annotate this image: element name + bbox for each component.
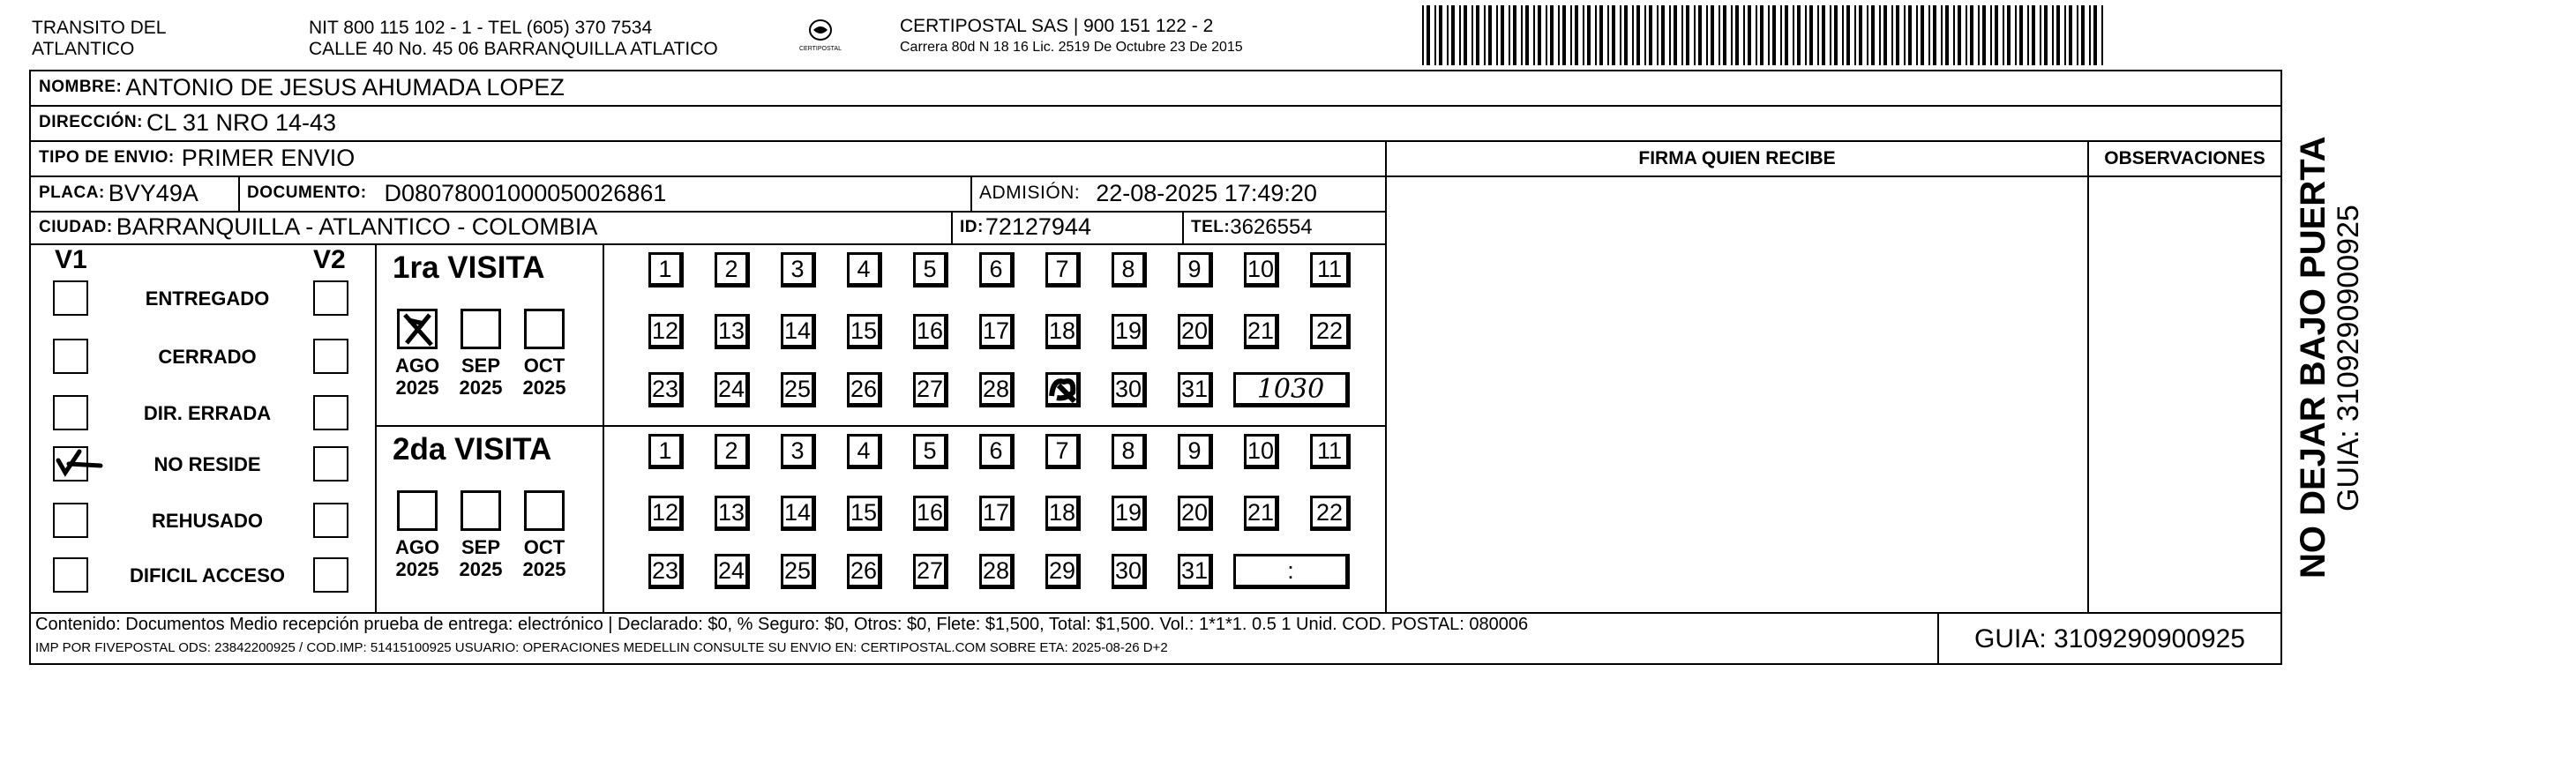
- id-cell: [953, 211, 1182, 243]
- barcode-bar: [1706, 5, 1708, 65]
- barcode-bar: [1657, 5, 1659, 65]
- day-box[interactable]: 2: [715, 252, 750, 287]
- month-checkbox[interactable]: [524, 309, 565, 349]
- status-label: DIFICIL ACCESO: [129, 564, 285, 586]
- day-box[interactable]: 8: [1112, 434, 1147, 469]
- day-box[interactable]: 4: [847, 434, 882, 469]
- admision-label: ADMISIÓN:: [979, 183, 1081, 203]
- day-box[interactable]: 24: [715, 554, 750, 589]
- barcode-bar: [1607, 5, 1609, 65]
- day-box[interactable]: 22: [1310, 496, 1351, 531]
- year-label: 2025: [459, 377, 503, 399]
- barcode-bar: [1488, 5, 1492, 65]
- v2-label: V2: [313, 245, 346, 274]
- barcode-bar: [1817, 5, 1819, 65]
- barcode-bar: [1768, 5, 1770, 65]
- no-dejar-warning: NO DEJAR BAJO PUERTA: [2294, 136, 2333, 579]
- v2-checkbox[interactable]: [313, 557, 348, 593]
- barcode-bar: [2081, 5, 2085, 65]
- placa-label: PLACA:: [39, 183, 105, 202]
- day-box[interactable]: 14: [781, 314, 816, 349]
- barcode-bar: [1978, 5, 1980, 65]
- barcode-bar: [1842, 5, 1844, 65]
- placa-cell: [32, 175, 238, 211]
- day-box[interactable]: 10: [1244, 252, 1279, 287]
- day-box[interactable]: 3: [781, 434, 816, 469]
- day-box[interactable]: 23: [648, 372, 684, 407]
- barcode-bar: [1674, 5, 1677, 65]
- barcode-bar: [1632, 5, 1634, 65]
- barcode-bar: [2032, 5, 2035, 65]
- first-visit-title: 1ra VISITA: [393, 250, 545, 285]
- month-label: OCT: [523, 536, 565, 558]
- v1-checkbox[interactable]: [53, 339, 88, 374]
- month-checkbox[interactable]: [524, 490, 565, 531]
- barcode-bar: [1780, 5, 1782, 65]
- day-box[interactable]: 5: [913, 252, 948, 287]
- barcode-bar: [1793, 5, 1794, 65]
- org-contact: NIT 800 115 102 - 1 - TEL (605) 370 7534 CALLE 40 No. 45 06 BARRANQUILLA ATLATICO: [309, 18, 718, 59]
- day-box[interactable]: 31: [1178, 372, 1213, 407]
- barcode-bar: [1966, 5, 1967, 65]
- barcode-bar: [1933, 5, 1936, 65]
- barcode-bar: [2044, 5, 2048, 65]
- year-label: 2025: [459, 558, 503, 580]
- barcode-bar: [1854, 5, 1856, 65]
- v2-checkbox[interactable]: [313, 446, 348, 482]
- day-box[interactable]: 5: [913, 434, 948, 469]
- day-box[interactable]: 13: [715, 496, 750, 531]
- barcode-bar: [1719, 5, 1720, 65]
- year-label: 2025: [395, 558, 439, 580]
- day-box[interactable]: 4: [847, 252, 882, 287]
- day-box[interactable]: 8: [1112, 252, 1147, 287]
- day-box[interactable]: 18: [1045, 496, 1081, 531]
- barcode-bar: [1723, 5, 1726, 65]
- barcode-bar: [2019, 5, 2023, 65]
- barcode-bar: [1822, 5, 1825, 65]
- day-box[interactable]: 1: [648, 252, 684, 287]
- barcode-bar: [1928, 5, 1930, 65]
- day-box[interactable]: 21: [1244, 496, 1279, 531]
- month-label: OCT: [523, 355, 565, 377]
- row-nombre: [32, 70, 1355, 105]
- tel-value: 3626554: [1230, 214, 1313, 239]
- ciudad-cell: [32, 211, 949, 243]
- v1-checkbox[interactable]: [53, 446, 88, 482]
- barcode-bar: [1427, 5, 1430, 65]
- day-box[interactable]: 21: [1244, 314, 1279, 349]
- day-box[interactable]: [1045, 372, 1081, 407]
- barcode-bar: [1434, 5, 1436, 65]
- barcode-bar: [2093, 5, 2097, 65]
- month-label: AGO: [394, 355, 440, 377]
- barcode-bar: [1583, 5, 1584, 65]
- row-direccion: [32, 105, 1355, 140]
- barcode-bar: [1620, 5, 1621, 65]
- barcode-bar: [2077, 5, 2078, 65]
- barcode-bar: [1809, 5, 1813, 65]
- v1-checkbox[interactable]: [53, 280, 88, 316]
- barcode-bar: [1797, 5, 1801, 65]
- guia-box: GUIA: 3109290900925: [1974, 624, 2245, 653]
- barcode-bar: [1772, 5, 1776, 65]
- barcode-bar: [1958, 5, 1961, 65]
- day-box[interactable]: 12: [648, 496, 684, 531]
- barcode-bar: [1533, 5, 1535, 65]
- barcode-bar: [1570, 5, 1572, 65]
- direccion-label: DIRECCIÓN:: [39, 113, 143, 131]
- day-box[interactable]: 28: [979, 372, 1015, 407]
- day-box[interactable]: 27: [913, 372, 948, 407]
- certipostal-logo: CERTIPOSTAL: [794, 16, 847, 60]
- day-box[interactable]: 26: [847, 554, 882, 589]
- barcode-bar: [1521, 5, 1523, 65]
- placa-value: BVY49A: [108, 179, 198, 206]
- day-box[interactable]: 13: [715, 314, 750, 349]
- barcode-bar: [1558, 5, 1560, 65]
- documento-value: D08078001000050026861: [384, 179, 667, 206]
- month-label: SEP: [461, 536, 501, 558]
- time-box[interactable]: :: [1233, 554, 1350, 589]
- day-box[interactable]: 15: [847, 496, 882, 531]
- barcode-bar: [1451, 5, 1455, 65]
- barcode-bar: [1698, 5, 1702, 65]
- day-box[interactable]: 9: [1178, 252, 1213, 287]
- barcode-bar: [1546, 5, 1547, 65]
- barcode-bar: [1953, 5, 1955, 65]
- barcode-bar: [1513, 5, 1516, 65]
- nombre-value: ANTONIO DE JESUS AHUMADA LOPEZ: [125, 73, 565, 101]
- day-box[interactable]: 23: [648, 554, 684, 589]
- day-box[interactable]: 17: [979, 496, 1015, 531]
- barcode-bar: [1756, 5, 1757, 65]
- barcode-bar: [1422, 5, 1424, 65]
- v2-checkbox[interactable]: [313, 280, 348, 316]
- day-box[interactable]: 20: [1178, 496, 1213, 531]
- barcode-bar: [1995, 5, 1998, 65]
- barcode-bar: [1871, 5, 1875, 65]
- day-box[interactable]: 10: [1244, 434, 1279, 469]
- barcode-bar: [1941, 5, 1943, 65]
- barcode-bar: [1834, 5, 1838, 65]
- day-box[interactable]: 25: [781, 372, 816, 407]
- v1-label: V1: [55, 245, 87, 274]
- barcode-bar: [2052, 5, 2054, 65]
- tipo-value: PRIMER ENVIO: [181, 144, 356, 171]
- barcode-bar: [1612, 5, 1615, 65]
- barcode-bar: [1587, 5, 1591, 65]
- barcode-bar: [1575, 5, 1578, 65]
- ciudad-value: BARRANQUILLA - ATLANTICO - COLOMBIA: [116, 213, 598, 240]
- barcode-bar: [1735, 5, 1739, 65]
- day-box[interactable]: 30: [1112, 554, 1147, 589]
- barcode-bar: [1743, 5, 1745, 65]
- day-box[interactable]: 1: [648, 434, 684, 469]
- barcode-bar: [1471, 5, 1473, 65]
- v1-checkbox[interactable]: [53, 557, 88, 593]
- barcode-bar: [2101, 5, 2103, 65]
- barcode-bar: [2007, 5, 2011, 65]
- ciudad-label: CIUDAD:: [39, 217, 113, 236]
- barcode-bar: [1599, 5, 1603, 65]
- status-label: REHUSADO: [152, 510, 263, 532]
- year-label: 2025: [395, 377, 439, 399]
- barcode-bar: [1891, 5, 1893, 65]
- day-box[interactable]: 11: [1310, 252, 1351, 287]
- barcode-bar: [1846, 5, 1850, 65]
- day-box[interactable]: 24: [715, 372, 750, 407]
- day-box[interactable]: 14: [781, 496, 816, 531]
- day-box[interactable]: 20: [1178, 314, 1213, 349]
- day-box[interactable]: 11: [1310, 434, 1351, 469]
- barcode-bar: [1908, 5, 1912, 65]
- barcode-bar: [1509, 5, 1510, 65]
- month-checkbox[interactable]: [461, 309, 501, 349]
- v1-checkbox[interactable]: [53, 395, 88, 430]
- tel-label: TEL:: [1191, 217, 1231, 236]
- barcode-bar: [1661, 5, 1665, 65]
- imp-line: IMP POR FIVEPOSTAL ODS: 23842200925 / COD.IMP: 51415100925 USUARIO: OPERACIONES MEDELLIN CONSULTE SU ENVIO EN: CERTIPOSTAL.COM SOBRE ETA: 2025-08-26 D+2: [35, 640, 1168, 655]
- barcode-bar: [1805, 5, 1807, 65]
- barcode-bar: [2089, 5, 2091, 65]
- tel-cell: [1184, 211, 1385, 243]
- barcode-bar: [1484, 5, 1486, 65]
- day-box[interactable]: 28: [979, 554, 1015, 589]
- id-value: 72127944: [985, 213, 1091, 240]
- status-label: ENTREGADO: [145, 287, 270, 310]
- barcode-bar: [1711, 5, 1714, 65]
- day-box[interactable]: 6: [979, 434, 1015, 469]
- status-label: CERRADO: [158, 346, 257, 368]
- barcode-bar: [1916, 5, 1918, 65]
- company-info: CERTIPOSTAL SAS | 900 151 122 - 2 Carrera 80d N 18 16 Lic. 2519 De Octubre 23 De 2015: [900, 16, 1243, 55]
- contenido-line: Contenido: Documentos Medio recepción prueba de entrega: electrónico | Declarado: $0, % Seguro: $0, Otros: $0, Flete: $1,500, Total: $1,500. Vol.: 1*1*1. 0.5 1 Unid. COD. POSTAL: 080006: [35, 615, 1529, 634]
- v2-checkbox[interactable]: [313, 503, 348, 538]
- day-box[interactable]: 6: [979, 252, 1015, 287]
- documento-label: DOCUMENTO:: [247, 183, 367, 202]
- status-label: DIR. ERRADA: [143, 402, 272, 424]
- barcode-bar: [1550, 5, 1554, 65]
- barcode-bar: [1694, 5, 1696, 65]
- day-box[interactable]: 7: [1045, 434, 1081, 469]
- day-box[interactable]: 15: [847, 314, 882, 349]
- day-box[interactable]: 16: [913, 496, 948, 531]
- day-box[interactable]: 31: [1178, 554, 1213, 589]
- barcode-bar: [2003, 5, 2004, 65]
- day-box[interactable]: 19: [1112, 314, 1147, 349]
- barcode-bar: [1459, 5, 1461, 65]
- month-checkbox[interactable]: [461, 490, 501, 531]
- barcode-bar: [1760, 5, 1764, 65]
- barcode-bar: [1748, 5, 1751, 65]
- day-box[interactable]: 25: [781, 554, 816, 589]
- day-box[interactable]: 2: [715, 434, 750, 469]
- year-label: 2025: [522, 377, 566, 399]
- admision-cell: [972, 175, 1385, 211]
- nombre-label: NOMBRE:: [39, 78, 123, 96]
- barcode-bar: [1883, 5, 1887, 65]
- row-tipo: [32, 140, 1355, 175]
- year-label: 2025: [522, 558, 566, 580]
- day-box[interactable]: 18: [1045, 314, 1081, 349]
- barcode-bar: [1636, 5, 1640, 65]
- barcode-bar: [1785, 5, 1788, 65]
- barcode-bar: [1945, 5, 1949, 65]
- barcode-bar: [1496, 5, 1498, 65]
- barcode-bar: [1624, 5, 1628, 65]
- v1-checkbox[interactable]: [53, 503, 88, 538]
- day-box[interactable]: 27: [913, 554, 948, 589]
- side-guia: GUIA: 3109290900925: [2332, 205, 2365, 511]
- barcode-bar: [1681, 5, 1683, 65]
- barcode-bar: [1830, 5, 1831, 65]
- barcode-bar: [1896, 5, 1899, 65]
- barcode-bar: [1904, 5, 1906, 65]
- v2-checkbox[interactable]: [313, 339, 348, 374]
- month-checkbox[interactable]: [397, 490, 438, 531]
- barcode-bar: [1595, 5, 1597, 65]
- barcode-bar: [1982, 5, 1986, 65]
- day-box[interactable]: 30: [1112, 372, 1147, 407]
- barcode-bar: [1464, 5, 1467, 65]
- day-box[interactable]: 17: [979, 314, 1015, 349]
- day-box[interactable]: 29: [1045, 554, 1081, 589]
- barcode-bar: [1538, 5, 1541, 65]
- documento-cell: [240, 175, 969, 211]
- tipo-label: TIPO DE ENVIO:: [39, 148, 175, 167]
- observaciones-header: OBSERVACIONES: [2104, 148, 2265, 168]
- barcode: [1420, 5, 2108, 65]
- second-visit-title: 2da VISITA: [393, 432, 552, 467]
- id-label: ID:: [960, 217, 984, 236]
- day-box[interactable]: 19: [1112, 496, 1147, 531]
- day-box[interactable]: 9: [1178, 434, 1213, 469]
- barcode-bar: [2027, 5, 2029, 65]
- day-box[interactable]: 12: [648, 314, 684, 349]
- barcode-bar: [1921, 5, 1924, 65]
- month-label: AGO: [394, 536, 440, 558]
- firma-header: FIRMA QUIEN RECIBE: [1638, 148, 1836, 168]
- barcode-bar: [2056, 5, 2060, 65]
- barcode-bar: [1476, 5, 1479, 65]
- barcode-bar: [1990, 5, 1992, 65]
- barcode-bar: [1859, 5, 1862, 65]
- barcode-bar: [1501, 5, 1504, 65]
- barcode-bar: [1686, 5, 1689, 65]
- time-box[interactable]: 1030: [1233, 372, 1350, 407]
- barcode-bar: [1731, 5, 1733, 65]
- day-box[interactable]: 7: [1045, 252, 1081, 287]
- org-name: TRANSITO DEL ATLANTICO: [32, 18, 167, 59]
- barcode-bar: [2069, 5, 2072, 65]
- barcode-bar: [1669, 5, 1671, 65]
- day-box[interactable]: 3: [781, 252, 816, 287]
- barcode-bar: [1649, 5, 1652, 65]
- direccion-value: CL 31 NRO 14-43: [146, 108, 337, 136]
- barcode-bar: [1562, 5, 1566, 65]
- barcode-bar: [1447, 5, 1449, 65]
- barcode-bar: [2040, 5, 2041, 65]
- barcode-bar: [1439, 5, 1442, 65]
- month-checkbox[interactable]: [397, 309, 438, 349]
- barcode-bar: [1867, 5, 1868, 65]
- admision-value: 22-08-2025 17:49:20: [1096, 179, 1317, 206]
- barcode-bar: [1970, 5, 1973, 65]
- day-box[interactable]: 16: [913, 314, 948, 349]
- barcode-bar: [2015, 5, 2017, 65]
- barcode-bar: [1525, 5, 1529, 65]
- day-box[interactable]: 26: [847, 372, 882, 407]
- v2-checkbox[interactable]: [313, 395, 348, 430]
- barcode-bar: [2064, 5, 2066, 65]
- day-box[interactable]: 22: [1310, 314, 1351, 349]
- barcode-bar: [1879, 5, 1881, 65]
- status-label: NO RESIDE: [154, 453, 261, 475]
- month-label: SEP: [461, 355, 501, 377]
- barcode-bar: [1644, 5, 1646, 65]
